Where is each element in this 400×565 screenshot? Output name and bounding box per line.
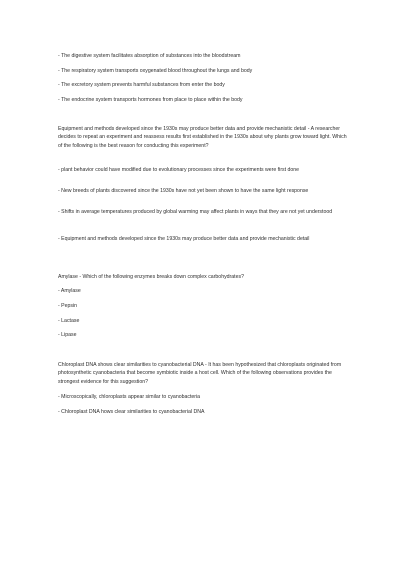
answer-option: - plant behavior could have modified due to evolutionary processes since the experiments were first done xyxy=(58,167,300,173)
answer-option: - New breeds of plants discovered since the 1930s have not yet been shown to have the same light response xyxy=(58,188,309,194)
list-item: - The respiratory system transports oxygenated blood throughout the lungs and body xyxy=(58,68,253,74)
answer-option: - Shifts in average temperatures produced by global warming may affect plants in ways that they are not yet understood xyxy=(58,209,333,215)
list-item: - The digestive system facilitates absorption of substances into the bloodstream xyxy=(58,53,241,59)
answer-option: - Lipase xyxy=(58,332,77,338)
answer-option: - Lactase xyxy=(58,318,80,324)
answer-option: - Microscopically, chloroplasts appear similar to cyanobacteria xyxy=(58,394,201,400)
answer-option: - Chloroplast DNA hows clear similarities to cyanobacterial DNA xyxy=(58,409,205,415)
question-text: Equipment and methods developed since the 1930s may produce better data and provide mechanistic detail - A researcher decides to repeat an experiment and reassess results first established in the 1930s about why plants grow toward light. Which of the following is the best reason for conducting this experiment? xyxy=(58,126,347,149)
answer-option: - Amylase xyxy=(58,288,81,294)
answer-option: - Pepsin xyxy=(58,303,78,309)
answer-option: - Equipment and methods developed since the 1930s may produce better data and provide mechanistic detail xyxy=(58,236,310,242)
question-text: Chloroplast DNA shows clear similarities to cyanobacterial DNA - It has been hypothesized that chloroplasts originated from photosynthetic cyanobacteria that become symbiotic inside a host cell. Which of the following observations provides the strongest evidence for this suggestion? xyxy=(58,362,342,385)
list-item: - The endocrine system transports hormones from place to place within the body xyxy=(58,97,243,103)
question-text: Amylase - Which of the following enzymes breaks down complex carbohydrates? xyxy=(58,274,244,280)
list-item: - The excretory system prevents harmful substances from enter the body xyxy=(58,82,225,88)
